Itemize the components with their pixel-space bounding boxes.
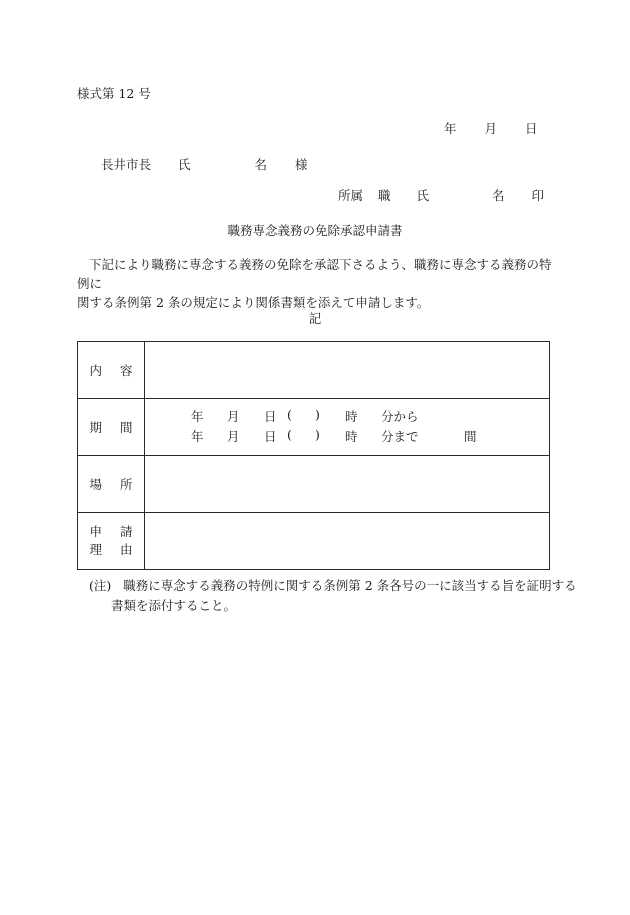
period-from-line: 年 月 日 ( ) 時 分から bbox=[191, 407, 419, 424]
applicant-shoku: 職 bbox=[378, 188, 391, 203]
row-riyuu bbox=[78, 513, 550, 570]
label-basho: 場 所 bbox=[78, 456, 145, 513]
applicant bbox=[338, 186, 544, 204]
row-kikan bbox=[78, 399, 550, 456]
field-basho[interactable] bbox=[145, 456, 550, 513]
date-month-label: 月 bbox=[484, 121, 498, 136]
field-kikan[interactable] bbox=[145, 399, 550, 456]
applicant-shozoku: 所属 bbox=[338, 188, 364, 203]
applicant-mei: 名 bbox=[492, 188, 505, 203]
addressee-sama: 様 bbox=[295, 157, 308, 172]
application-table bbox=[77, 341, 550, 570]
date-year-label: 年 bbox=[444, 121, 457, 136]
note-prefix: (注) bbox=[89, 578, 112, 593]
body-line-1: 下記により職務に専念する義務の免除を承認下さるよう、職務に専念する義務の特例に bbox=[77, 257, 552, 291]
addressee-mei: 名 bbox=[254, 157, 268, 172]
addressee bbox=[101, 155, 308, 173]
row-naiyou bbox=[78, 342, 550, 399]
body-text bbox=[77, 255, 557, 312]
addressee-shi: 氏 bbox=[178, 157, 191, 172]
date-day-label: 日 bbox=[525, 121, 538, 136]
document-title: 職務専念義務の免除承認申請書 bbox=[227, 223, 403, 238]
applicant-shi: 氏 bbox=[416, 188, 430, 203]
label-naiyou: 内 容 bbox=[78, 342, 145, 399]
note bbox=[89, 576, 577, 616]
row-basho bbox=[78, 456, 550, 513]
label-kikan: 期 間 bbox=[78, 399, 145, 456]
seal-label: 印 bbox=[531, 188, 545, 203]
ki-heading: 記 bbox=[308, 311, 322, 326]
label-riyuu: 申 請 理 由 bbox=[78, 513, 145, 570]
mayor-label: 長井市長 bbox=[101, 157, 152, 172]
field-riyuu[interactable] bbox=[145, 513, 550, 570]
body-line-2: 関する条例第 2 条の規定により関係書類を添えて申請します。 bbox=[77, 295, 430, 310]
date-line bbox=[444, 119, 538, 137]
note-line-2: 書類を添付すること。 bbox=[111, 598, 237, 613]
field-naiyou[interactable] bbox=[145, 342, 550, 399]
form-number: 様式第 12 号 bbox=[77, 86, 151, 101]
note-line-1: 職務に専念する義務の特例に関する条例第 2 条各号の一に該当する旨を証明する bbox=[123, 578, 577, 593]
period-to-line: 年 月 日 ( ) 時 分まで 間 bbox=[191, 427, 477, 444]
